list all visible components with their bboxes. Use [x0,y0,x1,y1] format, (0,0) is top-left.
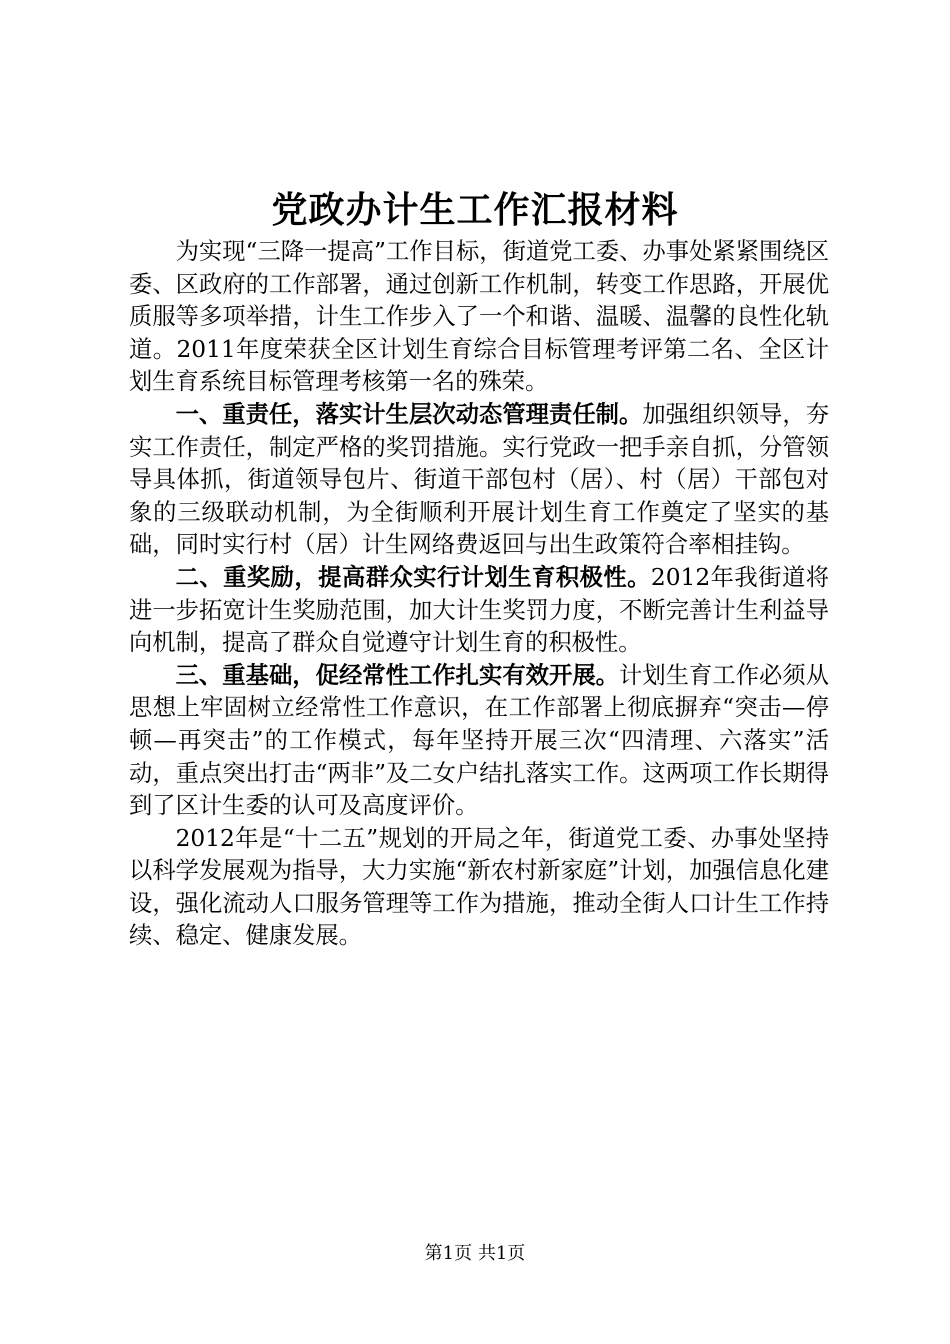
paragraph-section-2 [129,562,829,660]
document-body [129,236,829,953]
section-heading: 二、重奖励，提高群众实行计划生育积极性。 [175,563,651,591]
paragraph-text: 2012年是“十二五”规划的开局之年，街道党工委、办事处坚持以科学发展观为指导，大力实施“新农村新家庭”计划，加强信息化建设，强化流动人口服务管理等工作为措施，推动全街人口计生工作持续、稳定、健康发展。 [129,824,829,950]
document-title: 党政办计生工作汇报材料 [271,189,679,231]
paragraph-text: 为实现“三降一提高”工作目标，街道党工委、办事处紧紧围绕区委、区政府的工作部署，通过创新工作机制，转变工作思路，开展优质服等多项举措，计生工作步入了一个和谐、温暖、温馨的良性化轨道。2011年度荣获全区计划生育综合目标管理考评第二名、全区计划生育系统目标管理考核第一名的殊荣。 [129,238,829,396]
paragraph-text: 加强组织领导，夯实工作责任，制定严格的奖罚措施。实行党政一把手亲自抓，分管领导具体抓，街道领导包片、街道干部包村（居）、村（居）干部包对象的三级联动机制，为全街顺利开展计划生育工作奠定了坚实的基础，同时实行村（居）计生网络费返回与出生政策符合率相挂钩。 [129,400,830,559]
page-number-footer: 第1页 共1页 [424,1243,526,1264]
paragraph-conclusion [129,823,829,953]
section-heading: 三、重基础，促经常性工作扎实有效开展。 [175,661,620,689]
paragraph-section-3 [129,660,829,823]
paragraph-section-1 [129,399,829,562]
paragraph-text: 计划生育工作必须从思想上牢固树立经常性工作意识，在工作部署上彻底摒弃“突击—停顿—再突击”的工作模式，每年坚持开展三次“四清理、六落实”活动，重点突出打击“两非”及二女户结扎落实工作。这两项工作长期得到了区计生委的认可及高度评价。 [129,661,830,820]
section-heading: 一、重责任，落实计生层次动态管理责任制。 [175,400,643,428]
paragraph-text: 2012年我街道将进一步拓宽计生奖励范围，加大计生奖罚力度，不断完善计生利益导向机制，提高了群众自觉遵守计划生育的积极性。 [129,563,830,657]
paragraph-intro [129,236,829,399]
